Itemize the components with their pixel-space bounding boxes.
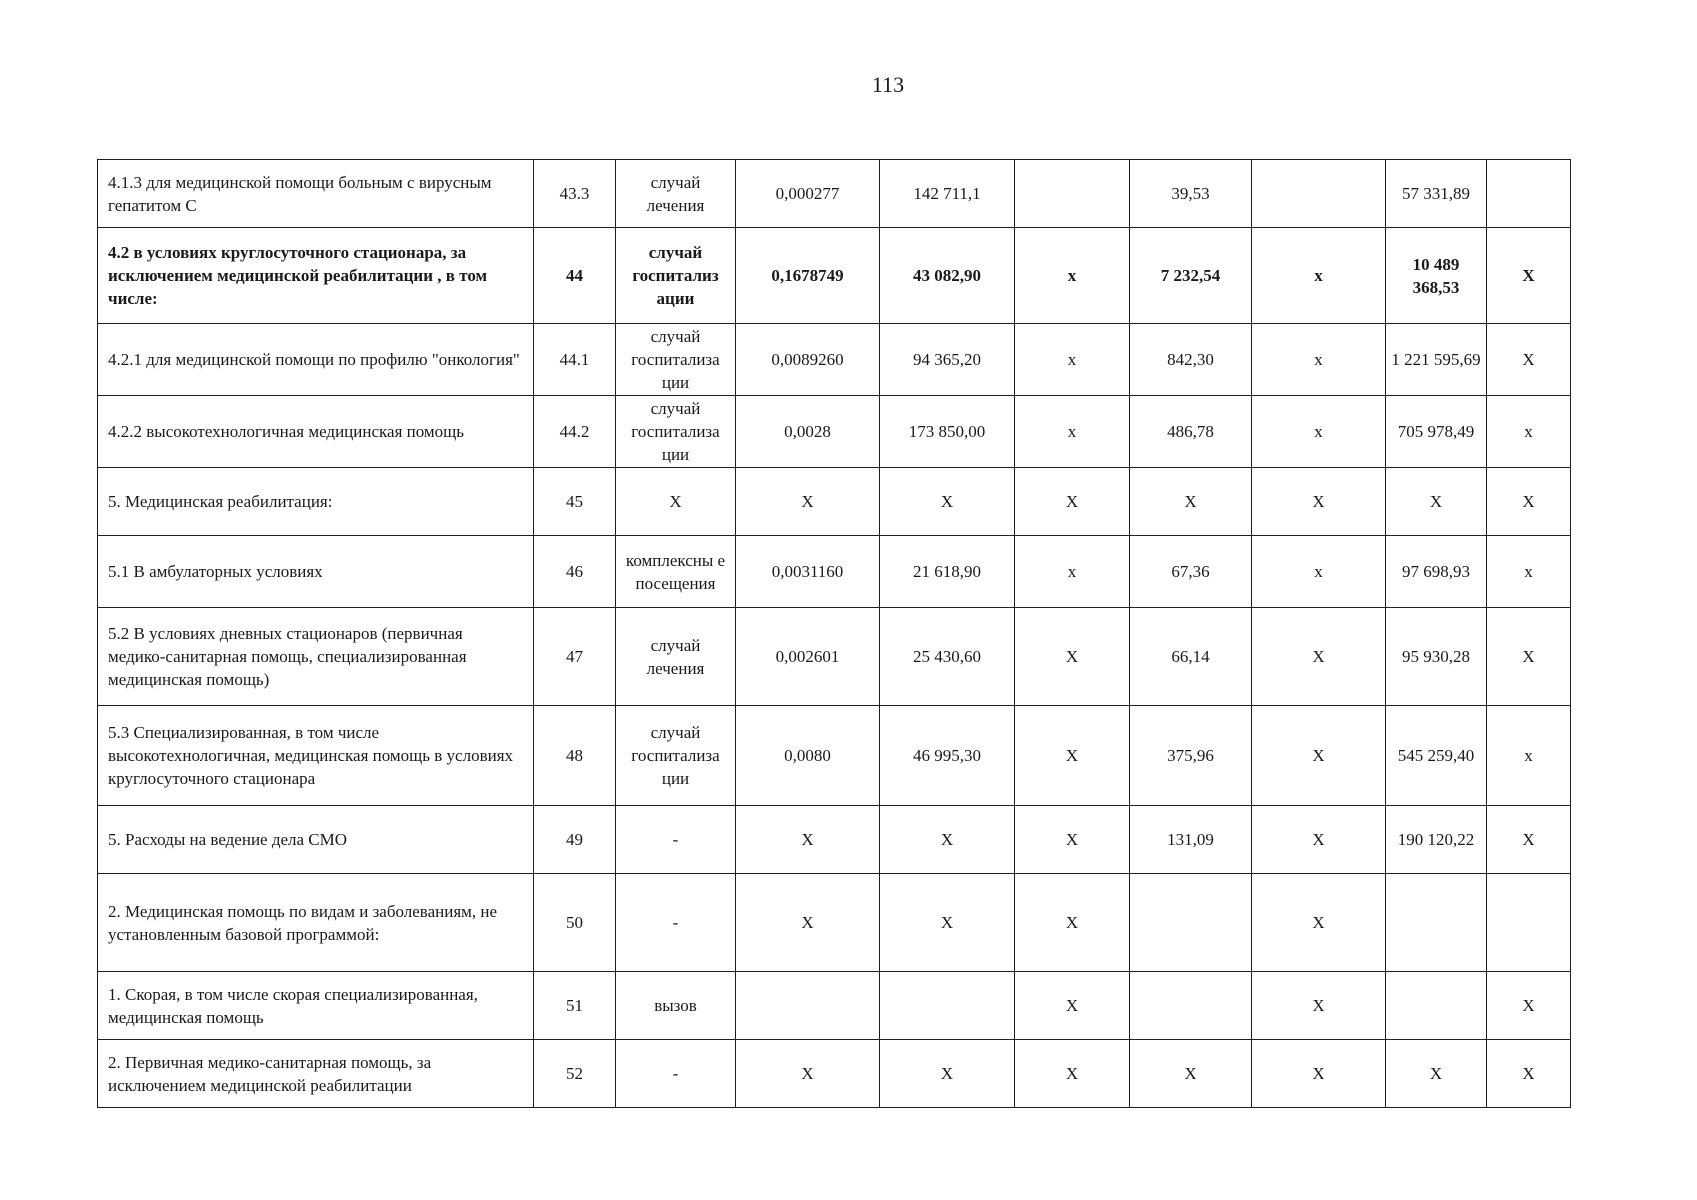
row-name-cell: 4.2.1 для медицинской помощи по профилю "онкология" bbox=[98, 324, 534, 396]
row-code-cell: 49 bbox=[534, 806, 616, 874]
row-volume-cell: Х bbox=[736, 874, 880, 972]
row-col6-cell: х bbox=[1015, 536, 1130, 608]
row-col8-cell: Х bbox=[1252, 1040, 1386, 1108]
row-cost-cell: 142 711,1 bbox=[880, 160, 1015, 228]
row-col8-cell: Х bbox=[1252, 972, 1386, 1040]
row-code-cell: 45 bbox=[534, 468, 616, 536]
row-col6-cell: Х bbox=[1015, 874, 1130, 972]
row-col9-cell: 97 698,93 bbox=[1386, 536, 1487, 608]
row-volume-cell: 0,002601 bbox=[736, 608, 880, 706]
row-unit-cell: случай госпитализа ции bbox=[616, 324, 736, 396]
row-col6-cell: Х bbox=[1015, 706, 1130, 806]
row-col8-cell: Х bbox=[1252, 706, 1386, 806]
row-col7-cell: 39,53 bbox=[1130, 160, 1252, 228]
row-unit-cell: - bbox=[616, 806, 736, 874]
row-cost-cell: 46 995,30 bbox=[880, 706, 1015, 806]
row-volume-cell: Х bbox=[736, 1040, 880, 1108]
row-col7-cell: Х bbox=[1130, 1040, 1252, 1108]
row-cost-cell: Х bbox=[880, 806, 1015, 874]
table-row bbox=[98, 972, 1571, 1040]
row-col6-cell: х bbox=[1015, 396, 1130, 468]
row-col9-cell: Х bbox=[1386, 468, 1487, 536]
row-name-cell: 5. Медицинская реабилитация: bbox=[98, 468, 534, 536]
row-col7-cell: 486,78 bbox=[1130, 396, 1252, 468]
row-col9-cell: 57 331,89 bbox=[1386, 160, 1487, 228]
row-cost-cell: 173 850,00 bbox=[880, 396, 1015, 468]
row-col6-cell: Х bbox=[1015, 608, 1130, 706]
row-name-cell: 4.2 в условиях круглосуточного стационара, за исключением медицинской реабилитации , в том числе: bbox=[98, 228, 534, 324]
row-code-cell: 46 bbox=[534, 536, 616, 608]
row-col10-cell: Х bbox=[1487, 806, 1571, 874]
row-col7-cell: 842,30 bbox=[1130, 324, 1252, 396]
table-row bbox=[98, 536, 1571, 608]
row-volume-cell: 0,0031160 bbox=[736, 536, 880, 608]
row-col6-cell: Х bbox=[1015, 1040, 1130, 1108]
row-name-cell: 4.1.3 для медицинской помощи больным с вирусным гепатитом С bbox=[98, 160, 534, 228]
row-col8-cell bbox=[1252, 160, 1386, 228]
row-col10-cell: х bbox=[1487, 396, 1571, 468]
row-name-cell: 2. Первичная медико-санитарная помощь, за исключением медицинской реабилитации bbox=[98, 1040, 534, 1108]
row-name-cell: 5. Расходы на ведение дела СМО bbox=[98, 806, 534, 874]
row-col7-cell: 67,36 bbox=[1130, 536, 1252, 608]
row-code-cell: 50 bbox=[534, 874, 616, 972]
row-col6-cell: Х bbox=[1015, 972, 1130, 1040]
row-col7-cell: 375,96 bbox=[1130, 706, 1252, 806]
row-name-cell: 1. Скорая, в том числе скорая специализированная, медицинская помощь bbox=[98, 972, 534, 1040]
row-cost-cell: 21 618,90 bbox=[880, 536, 1015, 608]
row-volume-cell: 0,1678749 bbox=[736, 228, 880, 324]
row-col7-cell bbox=[1130, 972, 1252, 1040]
row-col8-cell: х bbox=[1252, 228, 1386, 324]
row-name-cell: 5.3 Специализированная, в том числе высокотехнологичная, медицинская помощь в условиях круглосуточного стационара bbox=[98, 706, 534, 806]
row-col8-cell: х bbox=[1252, 396, 1386, 468]
row-unit-cell: - bbox=[616, 1040, 736, 1108]
row-col9-cell: 190 120,22 bbox=[1386, 806, 1487, 874]
table-row bbox=[98, 1040, 1571, 1108]
row-col7-cell: 66,14 bbox=[1130, 608, 1252, 706]
row-code-cell: 52 bbox=[534, 1040, 616, 1108]
row-col10-cell: Х bbox=[1487, 1040, 1571, 1108]
row-cost-cell: Х bbox=[880, 468, 1015, 536]
row-col9-cell: Х bbox=[1386, 1040, 1487, 1108]
row-code-cell: 43.3 bbox=[534, 160, 616, 228]
row-col9-cell: 545 259,40 bbox=[1386, 706, 1487, 806]
table-row bbox=[98, 324, 1571, 396]
row-col6-cell: Х bbox=[1015, 468, 1130, 536]
row-unit-cell: случай госпитализ ации bbox=[616, 228, 736, 324]
row-col10-cell: х bbox=[1487, 706, 1571, 806]
row-col7-cell: 7 232,54 bbox=[1130, 228, 1252, 324]
row-col9-cell: 1 221 595,69 bbox=[1386, 324, 1487, 396]
table-row bbox=[98, 706, 1571, 806]
page-number: 113 bbox=[871, 72, 905, 97]
row-code-cell: 44 bbox=[534, 228, 616, 324]
table-row bbox=[98, 806, 1571, 874]
row-code-cell: 51 bbox=[534, 972, 616, 1040]
row-col8-cell: Х bbox=[1252, 874, 1386, 972]
row-col9-cell: 10 489 368,53 bbox=[1386, 228, 1487, 324]
table-row bbox=[98, 468, 1571, 536]
row-volume-cell: 0,000277 bbox=[736, 160, 880, 228]
row-cost-cell: 94 365,20 bbox=[880, 324, 1015, 396]
row-volume-cell: 0,0089260 bbox=[736, 324, 880, 396]
row-col8-cell: х bbox=[1252, 324, 1386, 396]
row-col9-cell bbox=[1386, 874, 1487, 972]
row-volume-cell: 0,0028 bbox=[736, 396, 880, 468]
row-volume-cell: 0,0080 bbox=[736, 706, 880, 806]
table-row bbox=[98, 160, 1571, 228]
row-col7-cell: Х bbox=[1130, 468, 1252, 536]
row-col8-cell: Х bbox=[1252, 468, 1386, 536]
row-col10-cell bbox=[1487, 160, 1571, 228]
row-code-cell: 48 bbox=[534, 706, 616, 806]
row-cost-cell: 25 430,60 bbox=[880, 608, 1015, 706]
row-col9-cell: 95 930,28 bbox=[1386, 608, 1487, 706]
row-name-cell: 5.1 В амбулаторных условиях bbox=[98, 536, 534, 608]
table-row bbox=[98, 608, 1571, 706]
row-unit-cell: - bbox=[616, 874, 736, 972]
row-code-cell: 47 bbox=[534, 608, 616, 706]
row-col7-cell bbox=[1130, 874, 1252, 972]
row-unit-cell: случай лечения bbox=[616, 160, 736, 228]
row-col10-cell: Х bbox=[1487, 324, 1571, 396]
row-col10-cell: х bbox=[1487, 536, 1571, 608]
row-unit-cell: случай лечения bbox=[616, 608, 736, 706]
row-code-cell: 44.2 bbox=[534, 396, 616, 468]
row-col9-cell bbox=[1386, 972, 1487, 1040]
row-col7-cell: 131,09 bbox=[1130, 806, 1252, 874]
row-unit-cell: Х bbox=[616, 468, 736, 536]
row-volume-cell: Х bbox=[736, 806, 880, 874]
row-cost-cell: 43 082,90 bbox=[880, 228, 1015, 324]
row-cost-cell: Х bbox=[880, 1040, 1015, 1108]
row-col10-cell: Х bbox=[1487, 468, 1571, 536]
data-table bbox=[97, 159, 1571, 1108]
row-col8-cell: Х bbox=[1252, 806, 1386, 874]
row-volume-cell: Х bbox=[736, 468, 880, 536]
row-col9-cell: 705 978,49 bbox=[1386, 396, 1487, 468]
row-col10-cell: Х bbox=[1487, 972, 1571, 1040]
table-row bbox=[98, 396, 1571, 468]
row-name-cell: 4.2.2 высокотехнологичная медицинская помощь bbox=[98, 396, 534, 468]
row-col6-cell: х bbox=[1015, 228, 1130, 324]
row-cost-cell: Х bbox=[880, 874, 1015, 972]
row-col8-cell: х bbox=[1252, 536, 1386, 608]
row-col10-cell: Х bbox=[1487, 608, 1571, 706]
row-volume-cell bbox=[736, 972, 880, 1040]
row-col6-cell: Х bbox=[1015, 806, 1130, 874]
row-unit-cell: комплексны е посещения bbox=[616, 536, 736, 608]
table-row bbox=[98, 874, 1571, 972]
row-unit-cell: случай госпитализа ции bbox=[616, 396, 736, 468]
row-name-cell: 5.2 В условиях дневных стационаров (первичная медико-санитарная помощь, специализированная медицинская помощь) bbox=[98, 608, 534, 706]
row-col10-cell: Х bbox=[1487, 228, 1571, 324]
row-col10-cell bbox=[1487, 874, 1571, 972]
row-code-cell: 44.1 bbox=[534, 324, 616, 396]
table-body bbox=[98, 160, 1571, 1108]
row-unit-cell: случай госпитализа ции bbox=[616, 706, 736, 806]
row-col6-cell: х bbox=[1015, 324, 1130, 396]
row-name-cell: 2. Медицинская помощь по видам и заболеваниям, не установленным базовой программой: bbox=[98, 874, 534, 972]
row-col6-cell bbox=[1015, 160, 1130, 228]
row-cost-cell bbox=[880, 972, 1015, 1040]
table-row bbox=[98, 228, 1571, 324]
row-col8-cell: Х bbox=[1252, 608, 1386, 706]
row-unit-cell: вызов bbox=[616, 972, 736, 1040]
